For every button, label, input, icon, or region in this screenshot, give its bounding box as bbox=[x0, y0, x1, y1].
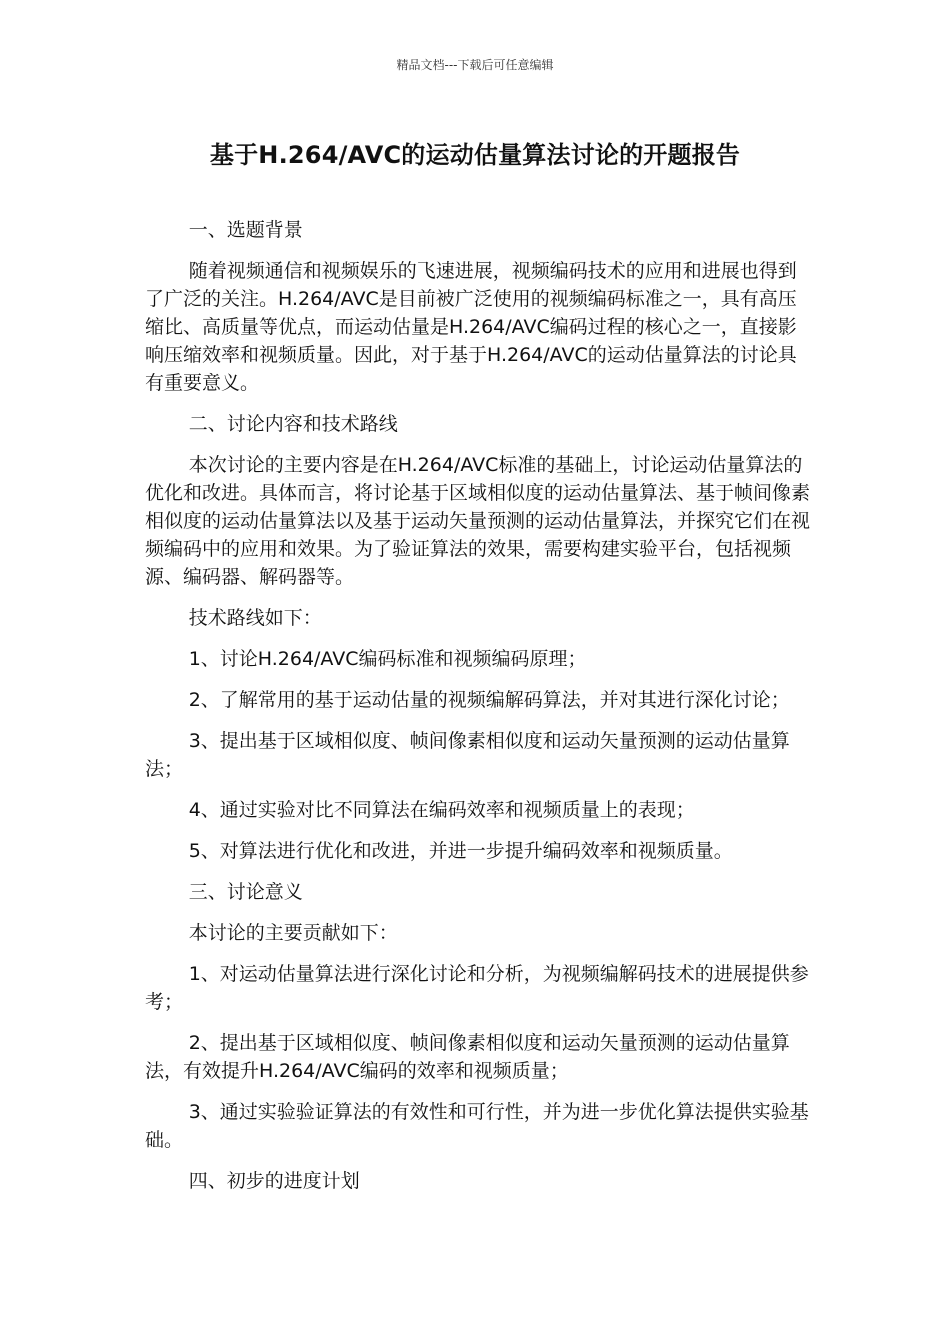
list-item: 2、提出基于区域相似度、帧间像素相似度和运动矢量预测的运动估量算法，有效提升H.264/AVC编码的效率和视频质量； bbox=[145, 1032, 790, 1082]
list-item: 2、了解常用的基于运动估量的视频编解码算法，并对其进行深化讨论； bbox=[188, 689, 790, 711]
section-heading-schedule: 四、初步的进度计划 bbox=[188, 1170, 360, 1192]
list-item: 5、对算法进行优化和改进，并进一步提升编码效率和视频质量。 bbox=[188, 840, 733, 862]
document-body bbox=[145, 216, 810, 1208]
list-item: 1、讨论H.264/AVC编码标准和视频编码原理； bbox=[188, 648, 587, 670]
list-item: 3、提出基于区域相似度、帧间像素相似度和运动矢量预测的运动估量算法； bbox=[145, 730, 790, 780]
paragraph-background: 随着视频通信和视频娱乐的飞速进展，视频编码技术的应用和进展也得到了广泛的关注。H.264/AVC是目前被广泛使用的视频编码标准之一，具有高压缩比、高质量等优点，而运动估量是H.264/AVC编码过程的核心之一，直接影响压缩效率和视频质量。因此，对于基于H.264/AVC的运动估量算法的讨论具有重要意义。 bbox=[145, 260, 797, 394]
document-title: 基于H.264/AVC的运动估量算法讨论的开题报告 bbox=[209, 141, 741, 169]
section-heading-background: 一、选题背景 bbox=[188, 219, 303, 241]
section-heading-content: 二、讨论内容和技术路线 bbox=[188, 413, 398, 435]
page-header: 精品文档---下载后可任意编辑 bbox=[396, 58, 554, 72]
paragraph-content: 本次讨论的主要内容是在H.264/AVC标准的基础上，讨论运动估量算法的优化和改进。具体而言，将讨论基于区域相似度的运动估量算法、基于帧间像素相似度的运动估量算法以及基于运动矢量预测的运动估量算法，并探究它们在视频编码中的应用和效果。为了验证算法的效果，需要构建实验平台，包括视频源、编码器、解码器等。 bbox=[145, 454, 811, 588]
list-item: 4、通过实验对比不同算法在编码效率和视频质量上的表现； bbox=[188, 799, 695, 821]
list-item: 3、通过实验验证算法的有效性和可行性，并为进一步优化算法提供实验基础。 bbox=[145, 1101, 809, 1151]
list-item: 1、对运动估量算法进行深化讨论和分析，为视频编解码技术的进展提供参考； bbox=[145, 963, 809, 1013]
section-heading-significance: 三、讨论意义 bbox=[188, 881, 303, 903]
paragraph-contribution-intro: 本讨论的主要贡献如下： bbox=[188, 922, 398, 944]
paragraph-route-intro: 技术路线如下： bbox=[188, 607, 322, 629]
